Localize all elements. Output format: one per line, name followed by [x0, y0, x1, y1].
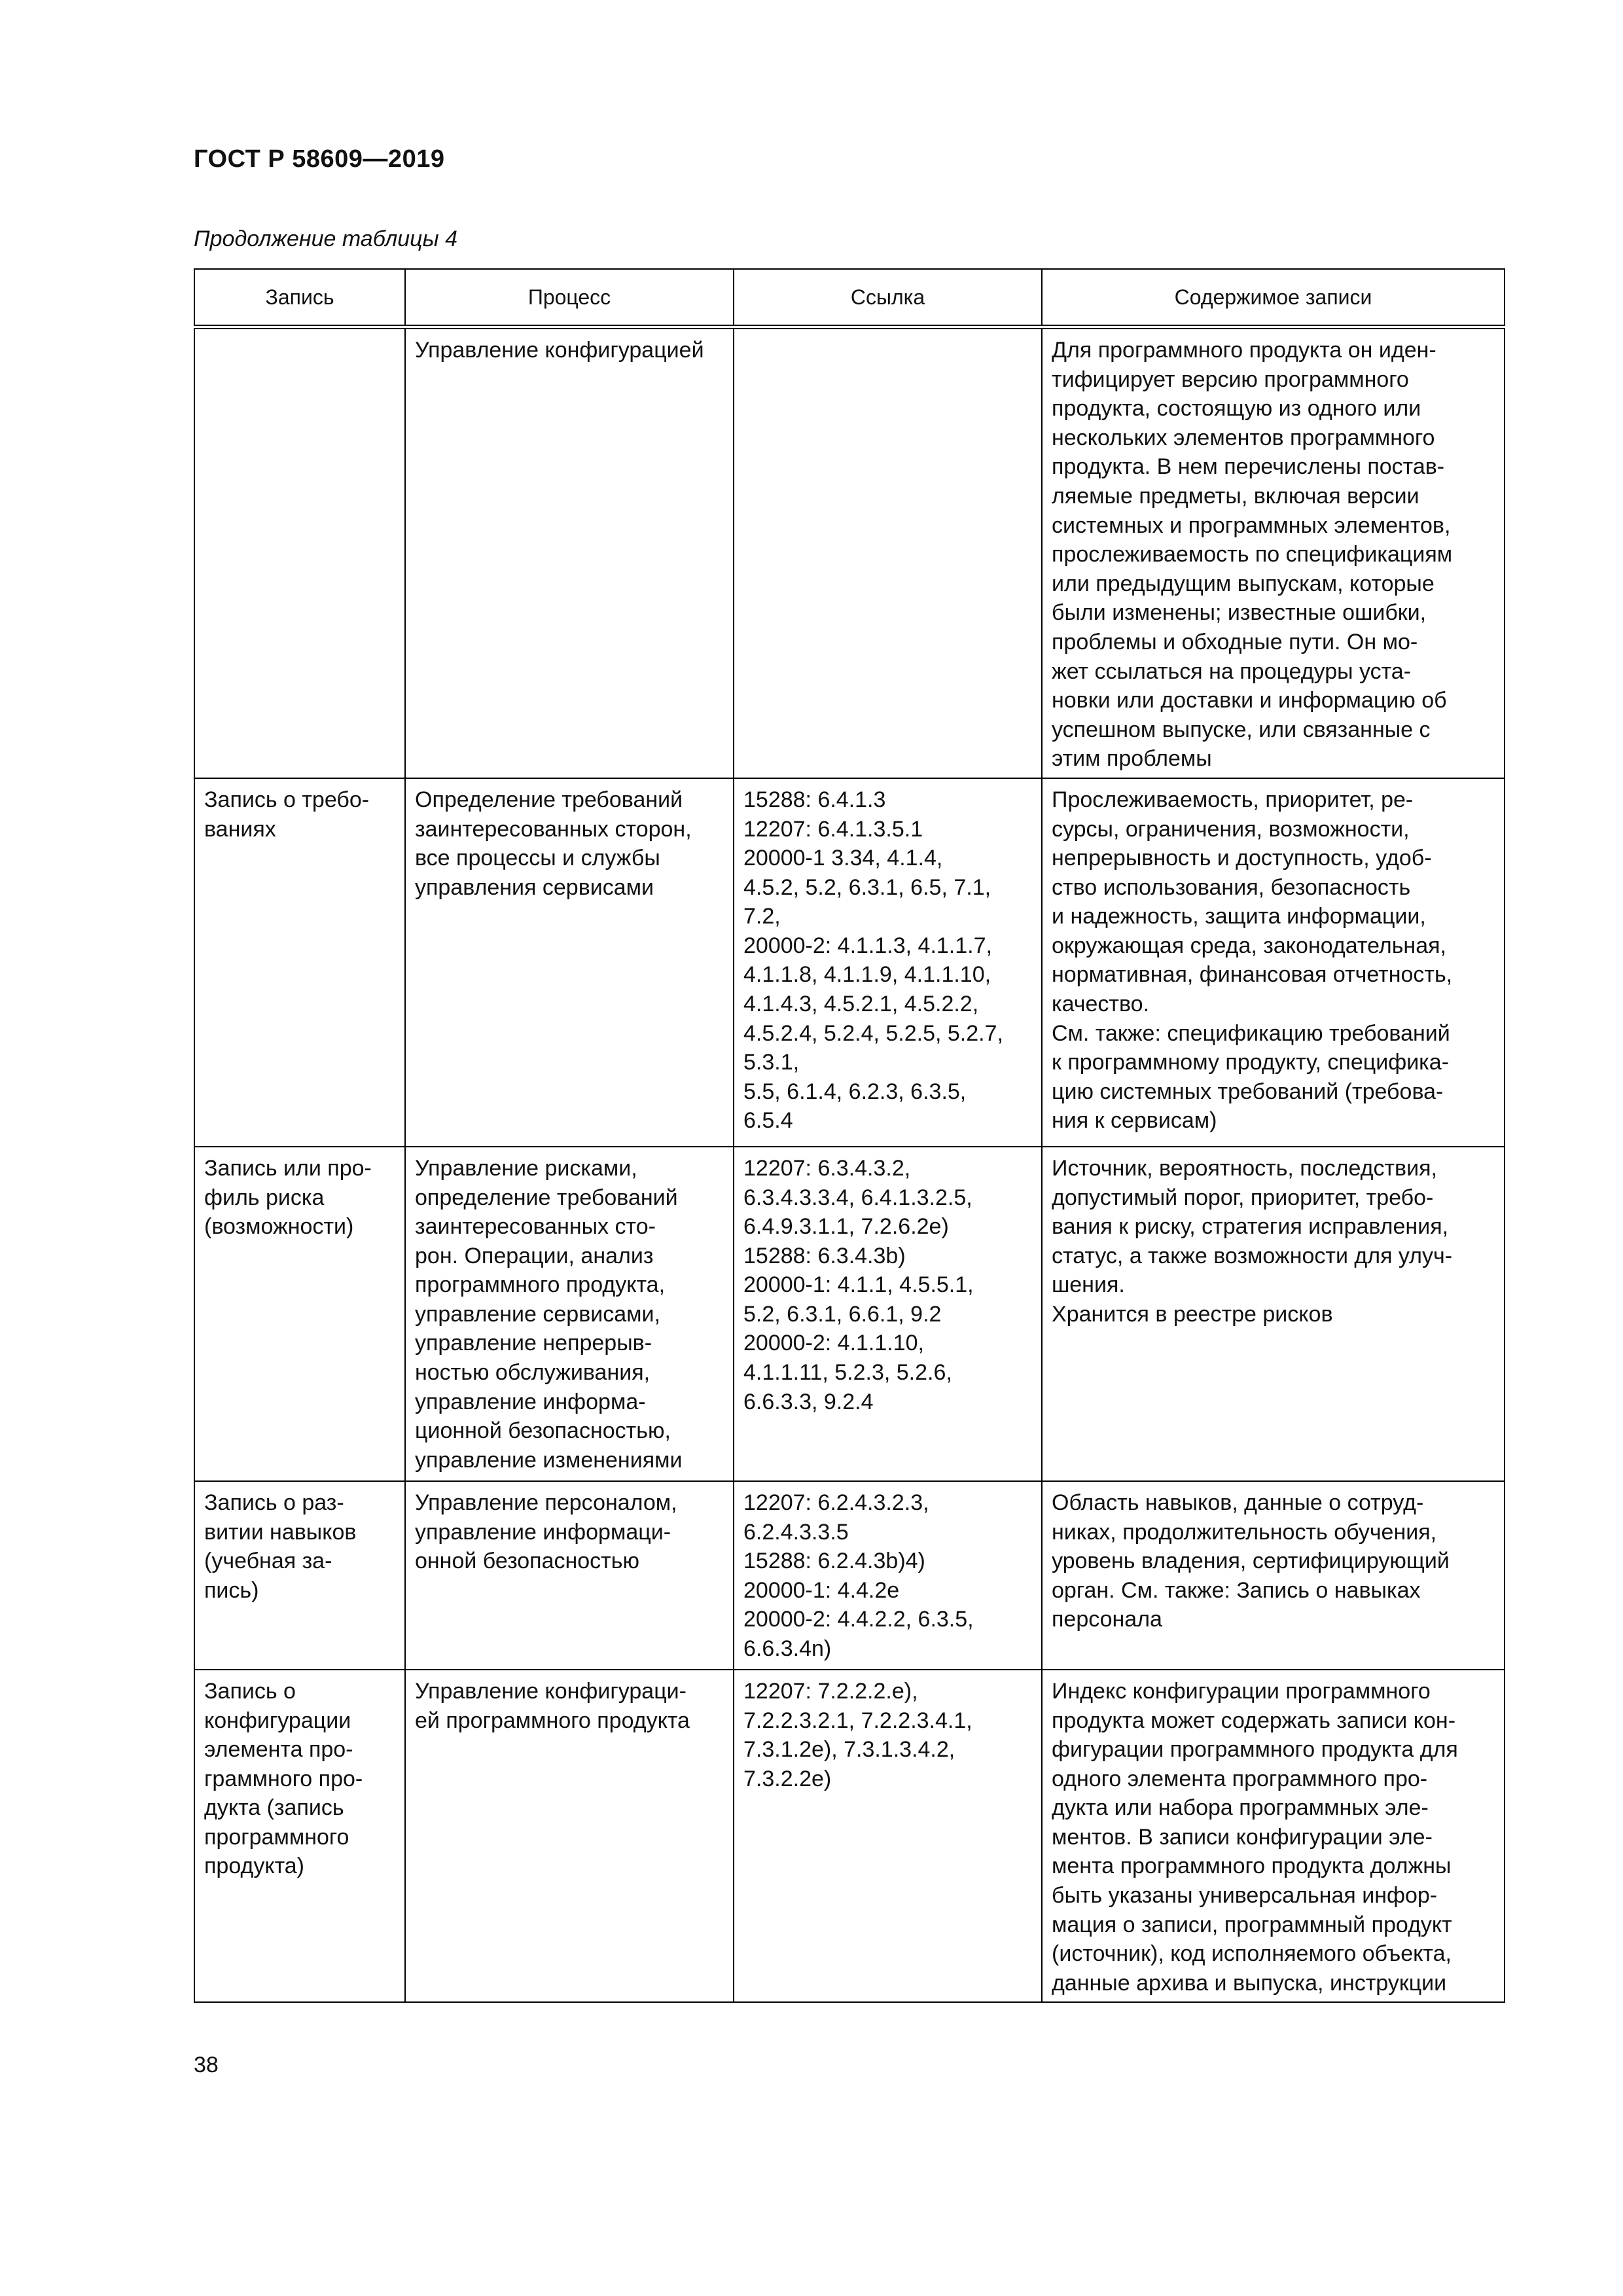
cell-line: нормативная, финансовая отчетность, [1052, 962, 1453, 988]
cell-line: Область навыков, данные о сотруд- [1052, 1490, 1424, 1515]
cell-line: Для программного продукта он иден- [1052, 338, 1436, 363]
cell-reference [734, 1670, 1042, 2003]
cell-line: элемента про- [204, 1737, 353, 1763]
table-caption: Продолжение таблицы 4 [194, 226, 457, 251]
cell-line: 7.3.1.2e), 7.3.1.3.4.2, [743, 1737, 955, 1763]
cell-line: Источник, вероятность, последствия, [1052, 1155, 1437, 1181]
cell-line: 12207: 6.3.4.3.2, [743, 1155, 911, 1181]
cell-content [1042, 1670, 1505, 2003]
cell-line: 4.1.1.11, 5.2.3, 5.2.6, [743, 1360, 952, 1386]
header-reference: Ссылка [734, 269, 1042, 327]
cell-line: быть указаны универсальная инфор- [1052, 1883, 1438, 1909]
cell-line: 5.3.1, [743, 1050, 800, 1075]
cell-line: прослеживаемость по спецификациям [1052, 542, 1453, 567]
cell-line: непрерывность и доступность, удоб- [1052, 846, 1432, 871]
cell-process [405, 1481, 734, 1670]
cell-line: ния к сервисам) [1052, 1108, 1217, 1134]
cell-line: ционной безопасностью, [415, 1418, 671, 1444]
cell-line: вания к риску, стратегия исправления, [1052, 1214, 1449, 1240]
records-table [194, 268, 1505, 2003]
cell-line: продукта, состоящую из одного или [1052, 396, 1421, 422]
cell-line: к программному продукту, специфика- [1052, 1050, 1450, 1075]
cell-line: 6.6.3.3, 9.2.4 [743, 1389, 874, 1414]
cell-line: 7.3.2.2e) [743, 1766, 832, 1791]
cell-line: 5.5, 6.1.4, 6.2.3, 6.3.5, [743, 1079, 967, 1104]
cell-line: управление непрерыв- [415, 1331, 652, 1356]
table-row [194, 1147, 1505, 1481]
cell-line: орган. См. также: Запись о навыках [1052, 1577, 1421, 1603]
cell-line: жет ссылаться на процедуры уста- [1052, 658, 1412, 684]
cell-line: дукта или набора программных эле- [1052, 1795, 1429, 1821]
cell-line: ностью обслуживания, [415, 1360, 651, 1386]
cell-content [1042, 778, 1505, 1147]
cell-reference [734, 327, 1042, 778]
cell-line: пись) [204, 1577, 259, 1603]
cell-line: фигурации программного продукта для [1052, 1737, 1458, 1763]
cell-line: 12207: 6.4.1.3.5.1 [743, 816, 923, 842]
cell-line: Запись о требо- [204, 787, 370, 812]
cell-line: проблемы и обходные пути. Он мо- [1052, 629, 1418, 655]
cell-line: 4.1.1.8, 4.1.1.9, 4.1.1.10, [743, 962, 991, 988]
cell-line: управления сервисами [415, 874, 654, 900]
cell-line: или предыдущим выпускам, которые [1052, 571, 1435, 596]
cell-line: успешном выпуске, или связанные с [1052, 717, 1431, 742]
cell-record [194, 327, 405, 778]
cell-process [405, 778, 734, 1147]
cell-line: 6.3.4.3.3.4, 6.4.1.3.2.5, [743, 1185, 972, 1210]
cell-line: ментов. В записи конфигурации эле- [1052, 1824, 1433, 1850]
cell-line: программного продукта, [415, 1272, 666, 1298]
cell-line: данные архива и выпуска, инструкции [1052, 1970, 1447, 1996]
cell-line: определение требований [415, 1185, 678, 1210]
cell-process [405, 1670, 734, 2003]
cell-line: 20000-2: 4.1.1.3, 4.1.1.7, [743, 933, 992, 958]
cell-line: программного [204, 1824, 349, 1850]
cell-line: (источник), код исполняемого объекта, [1052, 1941, 1452, 1967]
cell-process [405, 327, 734, 778]
table-row [194, 327, 1505, 778]
cell-reference [734, 778, 1042, 1147]
cell-line: 20000-1 3.34, 4.1.4, [743, 846, 943, 871]
cell-line: цию системных требований (требова- [1052, 1079, 1444, 1104]
cell-line: дукта (запись [204, 1795, 344, 1821]
cell-line: Хранится в реестре рисков [1052, 1301, 1333, 1327]
cell-line: 6.4.9.3.1.1, 7.2.6.2e) [743, 1214, 949, 1240]
cell-line: 20000-2: 4.1.1.10, [743, 1331, 925, 1356]
document-header: ГОСТ Р 58609—2019 [194, 145, 445, 173]
cell-line: мация о записи, программный продукт [1052, 1912, 1452, 1937]
cell-line: Управление персоналом, [415, 1490, 677, 1515]
cell-line: ляемые предметы, включая версии [1052, 483, 1419, 509]
cell-line: управление изменениями [415, 1447, 683, 1473]
cell-line: филь риска [204, 1185, 325, 1210]
cell-line: Запись о раз- [204, 1490, 344, 1515]
cell-record [194, 1481, 405, 1670]
cell-record [194, 1147, 405, 1481]
cell-line: (учебная за- [204, 1549, 332, 1574]
cell-line: ей программного продукта [415, 1708, 690, 1733]
cell-reference [734, 1481, 1042, 1670]
cell-line: окружающая среда, законодательная, [1052, 933, 1446, 958]
cell-line: Управление рисками, [415, 1155, 637, 1181]
cell-line: витии навыков [204, 1519, 357, 1545]
cell-line: Управление конфигурацией [415, 338, 704, 363]
cell-line: 20000-2: 4.4.2.2, 6.3.5, [743, 1607, 974, 1632]
cell-line: допустимый порог, приоритет, требо- [1052, 1185, 1434, 1210]
cell-line: 12207: 7.2.2.2.e), [743, 1678, 918, 1704]
cell-line: и надежность, защита информации, [1052, 904, 1426, 929]
cell-line: все процессы и службы [415, 846, 660, 871]
cell-line: 6.6.3.4n) [743, 1636, 832, 1661]
cell-line: Определение требований [415, 787, 683, 812]
cell-line: Запись или про- [204, 1155, 372, 1181]
cell-line: 7.2.2.3.2.1, 7.2.2.3.4.1, [743, 1708, 972, 1733]
cell-reference [734, 1147, 1042, 1481]
cell-line: продукта. В нем перечислены постав- [1052, 454, 1445, 480]
cell-line: 12207: 6.2.4.3.2.3, [743, 1490, 929, 1515]
header-record: Запись [194, 269, 405, 327]
cell-line: Управление конфигураци- [415, 1678, 687, 1704]
cell-record [194, 778, 405, 1147]
cell-process [405, 1147, 734, 1481]
cell-line: были изменены; известные ошибки, [1052, 600, 1427, 626]
cell-line: 20000-1: 4.4.2e [743, 1577, 900, 1603]
cell-line: 4.1.4.3, 4.5.2.1, 4.5.2.2, [743, 992, 979, 1017]
cell-content [1042, 327, 1505, 778]
cell-line: шения. [1052, 1272, 1125, 1298]
cell-line: 15288: 6.4.1.3 [743, 787, 886, 812]
cell-line: управление информаци- [415, 1519, 671, 1545]
cell-line: персонала [1052, 1607, 1162, 1632]
cell-line: сурсы, ограничения, возможности, [1052, 816, 1410, 842]
cell-record [194, 1670, 405, 2003]
cell-line: мента программного продукта должны [1052, 1854, 1452, 1879]
cell-content [1042, 1147, 1505, 1481]
cell-line: онной безопасностью [415, 1549, 639, 1574]
cell-line: статус, а также возможности для улуч- [1052, 1243, 1453, 1268]
cell-line: ство использования, безопасность [1052, 874, 1411, 900]
table-row [194, 1481, 1505, 1670]
cell-line: (возможности) [204, 1214, 354, 1240]
cell-line: Прослеживаемость, приоритет, ре- [1052, 787, 1414, 812]
cell-line: 4.5.2, 5.2, 6.3.1, 6.5, 7.1, [743, 874, 991, 900]
cell-content [1042, 1481, 1505, 1670]
cell-line: нескольких элементов программного [1052, 425, 1435, 450]
cell-line: тифицирует версию программного [1052, 367, 1409, 392]
cell-line: ваниях [204, 816, 276, 842]
cell-line: никах, продолжительность обучения, [1052, 1519, 1437, 1545]
cell-line: 15288: 6.2.4.3b)4) [743, 1549, 925, 1574]
cell-line: 7.2, [743, 904, 781, 929]
cell-line: заинтересованных сторон, [415, 816, 692, 842]
cell-line: качество. [1052, 992, 1150, 1017]
cell-line: продукта может содержать записи кон- [1052, 1708, 1456, 1733]
cell-line: одного элемента программного про- [1052, 1766, 1428, 1791]
cell-line: См. также: спецификацию требований [1052, 1020, 1450, 1046]
cell-line: 4.5.2.4, 5.2.4, 5.2.5, 5.2.7, [743, 1020, 1003, 1046]
table-row [194, 778, 1505, 1147]
cell-line: конфигурации [204, 1708, 351, 1733]
header-content: Содержимое записи [1042, 269, 1505, 327]
cell-line: новки или доставки и информацию об [1052, 688, 1447, 713]
table-body [194, 327, 1505, 2003]
cell-line: заинтересованных сто- [415, 1214, 656, 1240]
cell-line: граммного про- [204, 1766, 363, 1791]
cell-line: этим проблемы [1052, 746, 1212, 772]
cell-line: 6.5.4 [743, 1108, 793, 1134]
page-number: 38 [194, 2053, 219, 2077]
cell-line: уровень владения, сертифицирующий [1052, 1549, 1450, 1574]
table-header-row [194, 269, 1505, 327]
cell-line: управление информа- [415, 1389, 646, 1414]
cell-line: продукта) [204, 1854, 304, 1879]
cell-line: Запись о [204, 1678, 296, 1704]
cell-line: управление сервисами, [415, 1301, 660, 1327]
table-row [194, 1670, 1505, 2003]
header-process: Процесс [405, 269, 734, 327]
cell-line: 6.2.4.3.3.5 [743, 1519, 849, 1545]
cell-line: 15288: 6.3.4.3b) [743, 1243, 906, 1268]
cell-line: Индекс конфигурации программного [1052, 1678, 1431, 1704]
cell-line: рон. Операции, анализ [415, 1243, 654, 1268]
cell-line: системных и программных элементов, [1052, 512, 1451, 538]
cell-line: 5.2, 6.3.1, 6.6.1, 9.2 [743, 1301, 942, 1327]
cell-line: 20000-1: 4.1.1, 4.5.5.1, [743, 1272, 974, 1298]
